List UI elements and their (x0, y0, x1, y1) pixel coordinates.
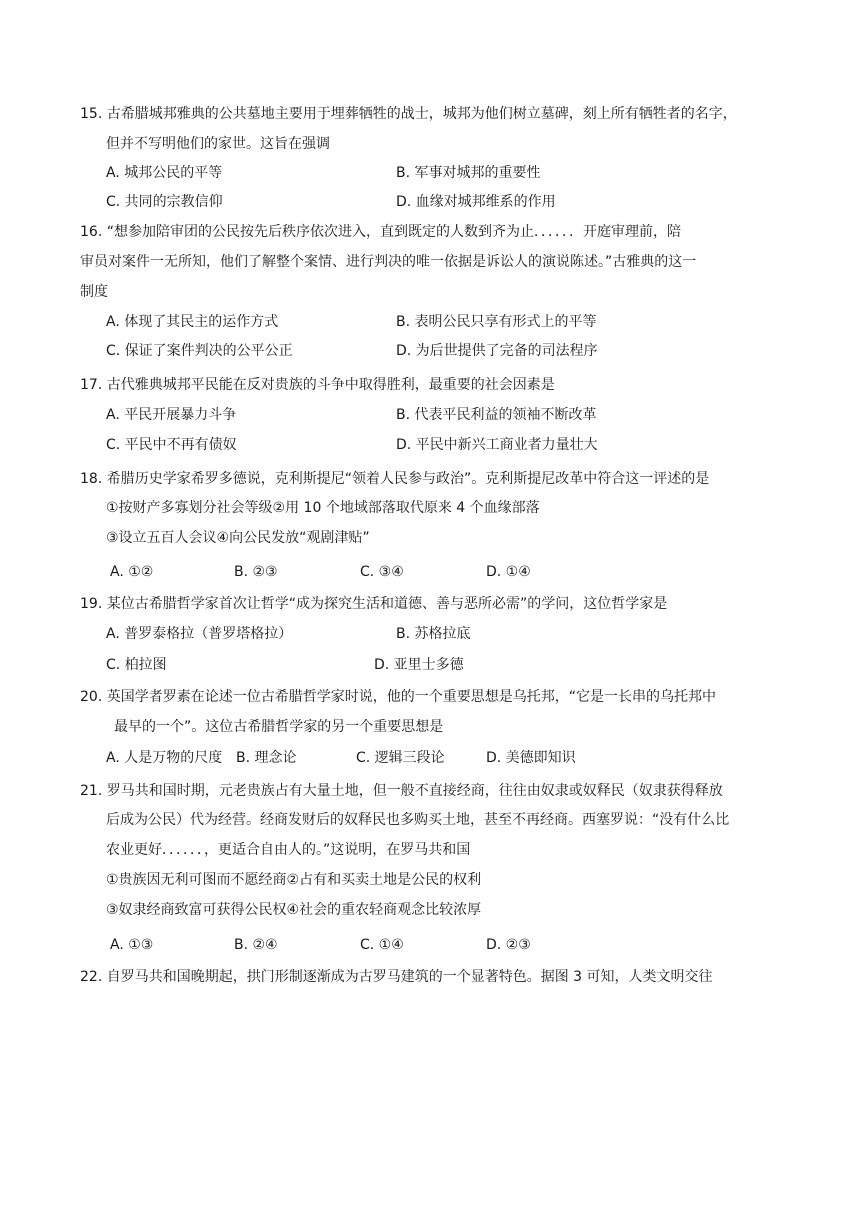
question-21-stem-line-3: 农业更好．．．．．．，更适合自由人的。”这说明，在罗马共和国 (106, 842, 471, 858)
question-21-option-b: B. ②④ (234, 937, 278, 953)
question-18-option-a: A. ①② (110, 564, 154, 580)
question-20-option-c: C. 逻辑三段论 (356, 750, 445, 766)
question-17-option-b: B. 代表平民利益的领袖不断改革 (396, 407, 597, 423)
question-21-option-a: A. ①③ (110, 937, 154, 953)
question-15-stem-line-2: 但并不写明他们的家世。这旨在强调 (106, 136, 330, 152)
question-20-option-a: A. 人是万物的尺度 (106, 750, 223, 766)
question-17-option-d: D. 平民中新兴工商业者力量壮大 (396, 437, 598, 453)
question-15-option-a: A. 城邦公民的平等 (106, 165, 223, 181)
question-21-stem-line-2: 后成为公民）代为经营。经商发财后的奴释民也多购买土地，甚至不再经商。西塞罗说：“没有什么比 (106, 812, 730, 828)
question-18-option-d: D. ①④ (486, 564, 531, 580)
question-18-stem-line-2: ①按财产多寡划分社会等级②用 10 个地域部落取代原来 4 个血缘部落 (106, 500, 540, 516)
question-21-stem-line-4: ①贵族因无利可图而不愿经商②占有和买卖土地是公民的权利 (106, 872, 482, 888)
question-18-option-c: C. ③④ (360, 564, 404, 580)
question-20-option-d: D. 美德即知识 (486, 750, 576, 766)
question-15-option-c: C. 共同的宗教信仰 (106, 194, 223, 210)
question-15-option-d: D. 血缘对城邦维系的作用 (396, 194, 556, 210)
question-19-option-b: B. 苏格拉底 (396, 626, 471, 642)
question-18-stem-line-3: ③设立五百人会议④向公民发放“观剧津贴” (106, 530, 370, 546)
question-19-option-c: C. 柏拉图 (106, 657, 167, 673)
question-19-option-a: A. 普罗泰格拉（普罗塔格拉） (106, 626, 293, 642)
question-18-option-b: B. ②③ (234, 564, 278, 580)
question-21-stem-line-1: 21. 罗马共和国时期，元老贵族占有大量土地，但一般不直接经商，往往由奴隶或奴释民（奴隶获得释放 (80, 783, 723, 799)
question-21-option-d: D. ②③ (486, 937, 531, 953)
question-15-option-b: B. 军事对城邦的重要性 (396, 165, 541, 181)
question-17-option-c: C. 平民中不再有债奴 (106, 437, 237, 453)
question-16-option-b: B. 表明公民只享有形式上的平等 (396, 314, 597, 330)
question-16-option-c: C. 保证了案件判决的公平公正 (106, 343, 293, 359)
question-16-stem-line-2: 审员对案件一无所知，他们了解整个案情、进行判决的唯一依据是诉讼人的演说陈述。”古雅典的这一 (80, 254, 697, 270)
question-16-stem-line-3: 制度 (80, 284, 108, 300)
question-16-stem-line-1: 16. “想参加陪审团的公民按先后秩序依次进入，直到既定的人数到齐为止．．．．．．开庭审理前，陪 (80, 224, 681, 240)
question-19-stem-line-1: 19. 某位古希腊哲学家首次让哲学“成为探究生活和道德、善与恶所必需”的学问，这位哲学家是 (80, 596, 668, 612)
question-20-option-b: B. 理念论 (236, 750, 297, 766)
question-16-option-d: D. 为后世提供了完备的司法程序 (396, 343, 598, 359)
question-15-stem-line-1: 15. 古希腊城邦雅典的公共墓地主要用于埋葬牺牲的战士，城邦为他们树立墓碑，刻上所有牺牲者的名字， (80, 106, 737, 122)
question-17-option-a: A. 平民开展暴力斗争 (106, 407, 237, 423)
question-22-stem-line-1: 22. 自罗马共和国晚期起，拱门形制逐渐成为古罗马建筑的一个显著特色。据图 3 可知，人类文明交往 (80, 969, 713, 985)
question-18-stem-line-1: 18. 希腊历史学家希罗多德说，克利斯提尼“领着人民参与政治”。克利斯提尼改革中符合这一评述的是 (80, 471, 710, 487)
question-19-option-d: D. 亚里士多德 (374, 657, 464, 673)
question-21-stem-line-5: ③奴隶经商致富可获得公民权④社会的重农轻商观念比较浓厚 (106, 902, 482, 918)
question-20-stem-line-1: 20. 英国学者罗素在论述一位古希腊哲学家时说，他的一个重要思想是乌托邦，“它是一长串的乌托邦中 (80, 689, 716, 705)
question-20-stem-line-2: 最早的一个”。这位古希腊哲学家的另一个重要思想是 (114, 719, 444, 735)
question-21-option-c: C. ①④ (360, 937, 404, 953)
question-16-option-a: A. 体现了其民主的运作方式 (106, 314, 279, 330)
question-17-stem-line-1: 17. 古代雅典城邦平民能在反对贵族的斗争中取得胜利，最重要的社会因素是 (80, 377, 555, 393)
